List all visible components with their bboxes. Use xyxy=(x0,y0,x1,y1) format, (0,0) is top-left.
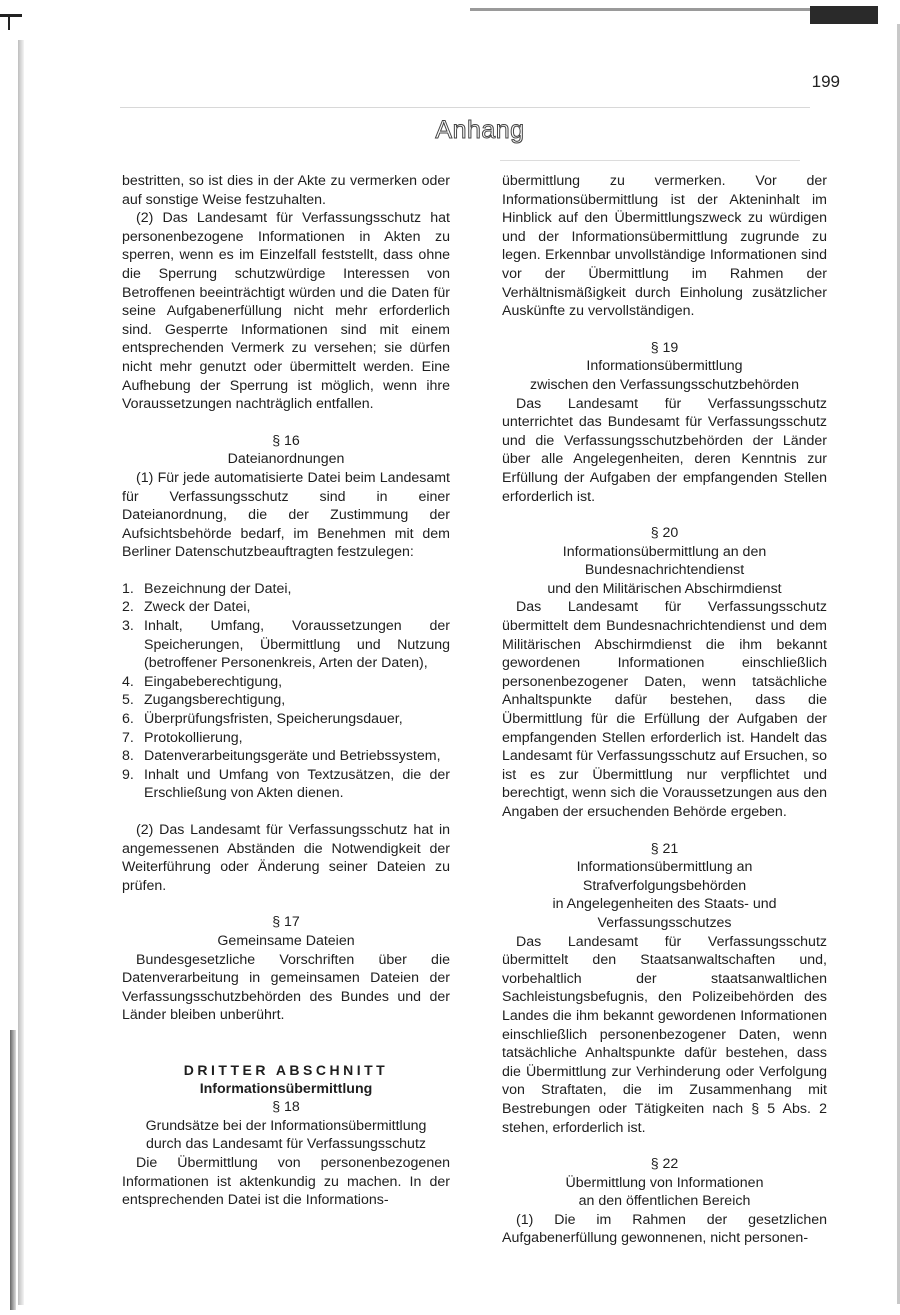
list-item xyxy=(122,766,450,803)
section-title: und den Militärischen Abschirmdienst xyxy=(547,580,782,597)
section-number: § 22 xyxy=(650,1156,679,1173)
list-item xyxy=(122,691,450,710)
section-title: Informationsübermittlung xyxy=(586,358,743,375)
section-title: in Angelegenheiten des Staats- und xyxy=(552,896,777,913)
paragraph: Die Übermittlung von personenbezogenen Informationen ist aktenkundig zu machen. In der entsprechenden Datei ist die Informations- xyxy=(122,1154,450,1209)
list-item-number: 3. xyxy=(122,618,134,635)
section-title: Strafverfolgungsbehörden xyxy=(582,877,747,894)
paragraph: Das Landesamt für Verfassungsschutz unterrichtet das Bundesamt für Verfassungsschutz und die Verfassungsschutzbehörden der Länder über alle Angelegenheiten, deren Kenntnis zur Erfüllung der Aufgaben der empfangenden Stellen erforderlich ist. xyxy=(502,395,827,505)
scan-corner-mark-vertical xyxy=(8,14,10,30)
list-item-number: 8. xyxy=(122,748,134,765)
section-number: § 18 xyxy=(272,1099,300,1116)
paragraph: Das Landesamt für Verfassungsschutz übermittelt den Staatsanwaltschaften und, vorbehaltlich der staatsanwaltlichen Sachleistungsbefugnis, den Polizeibehörden des Landes die ihm bekannt gewordenen Informationen einschließlich personenbezogener Daten, wenn tatsächliche Anhaltspunkte dafür bestehen, dass die Übermittlung zur Verhinderung oder Verfolgung von Straftaten, die im Zusammenhang mit Bestrebungen oder Tätigkeiten nach § 5 Abs. 2 stehen, erforderlich ist. xyxy=(502,933,827,1136)
section-number: § 16 xyxy=(272,432,300,449)
list-item xyxy=(122,710,450,729)
list-item xyxy=(122,673,450,692)
section-title: Gemeinsame Dateien xyxy=(217,932,355,949)
part-title: Informationsübermittlung xyxy=(199,1080,373,1097)
list-item xyxy=(122,729,450,748)
section-title: Informationsübermittlung an xyxy=(576,859,753,876)
section-title: Verfassungsschutzes xyxy=(597,914,732,931)
list-item-text: Datenverarbeitungsgeräte und Betriebssystem, xyxy=(144,748,441,765)
list-item-number: 9. xyxy=(122,766,134,783)
list-item xyxy=(122,747,450,766)
list-item-number: 2. xyxy=(122,599,134,616)
section-title: Informationsübermittlung an den xyxy=(562,543,767,560)
scan-binding-edge xyxy=(18,40,24,1305)
list-item-number: 1. xyxy=(122,580,134,597)
list-item-number: 6. xyxy=(122,711,134,728)
section-title: zwischen den Verfassungsschutzbehörden xyxy=(530,376,799,393)
section-number: § 19 xyxy=(650,339,679,356)
paragraph: (2) Das Landesamt für Verfassungsschutz hat in angemessenen Abständen die Notwendigkeit der Weiterführung oder Änderung seiner Dateien zu prüfen. xyxy=(122,822,450,894)
part-heading: DRITTER ABSCHNITT xyxy=(183,1061,389,1078)
left-column xyxy=(122,172,450,1210)
enumerated-list xyxy=(122,580,450,803)
list-item-number: 5. xyxy=(122,692,134,709)
list-item-text: Zugangsberechtigung, xyxy=(144,692,286,709)
section-number: § 21 xyxy=(650,840,679,857)
paragraph: (2) Das Landesamt für Verfassungsschutz hat personenbezogene Informationen in Akten zu sperren, wenn es im Einzelfall feststellt, dass ohne die Sperrung schutzwürdige Interessen von Betroffenen beeinträchtigt würden und die Daten für seine Aufgabenerfüllung nicht mehr erforderlich sind. Gesperrte Informationen sind mit einem entsprechenden Vermerk zu versehen; sie dürfen nicht mehr genutzt oder übermittelt werden. Eine Aufhebung der Sperrung ist möglich, wenn ihre Voraussetzungen nachträglich entfallen. xyxy=(122,210,450,413)
list-item-text: Protokollierung, xyxy=(144,729,243,746)
section-title: Bundesnachrichtendienst xyxy=(584,562,745,579)
list-item xyxy=(122,598,450,617)
list-item-number: 7. xyxy=(122,729,134,746)
scan-corner-mark xyxy=(0,14,22,17)
list-item-text: Inhalt und Umfang von Textzusätzen, die der Erschließung von Akten dienen. xyxy=(144,766,450,802)
scan-binding-shadow xyxy=(10,1030,16,1310)
list-item-text: Zweck der Datei, xyxy=(144,599,251,616)
paragraph: (1) Die im Rahmen der gesetzlichen Aufgabenerfüllung gewonnenen, nicht personen- xyxy=(502,1211,827,1247)
running-head: Anhang xyxy=(435,116,525,144)
list-item-text: Bezeichnung der Datei, xyxy=(144,580,292,597)
list-item-number: 4. xyxy=(122,673,134,690)
list-item-text: Eingabeberechtigung, xyxy=(144,673,283,690)
section-title: Dateianordnungen xyxy=(227,451,345,468)
section-title: an den öffentlichen Bereich xyxy=(578,1193,751,1210)
list-item-text: Inhalt, Umfang, Voraussetzungen der Speicherungen, Übermittlung und Nutzung (betroffener Personenkreis, Arten der Daten), xyxy=(144,618,450,672)
section-number: § 17 xyxy=(272,914,300,931)
list-item-text: Überprüfungsfristen, Speicherungsdauer, xyxy=(144,711,403,728)
page-number: 199 xyxy=(811,72,840,91)
paragraph: Das Landesamt für Verfassungsschutz übermittelt dem Bundesnachrichtendienst und dem Militärischen Abschirmdienst die ihm bekannt gewordenen Informationen einschließlich personenbezogener Daten, wenn tatsächliche Anhaltspunkte dafür bestehen, dass die Übermittlung für die Erfüllung der Aufgaben der empfangenden Stellen erforderlich ist. Handelt das Landesamt für Verfassungsschutz auf Ersuchen, so ist es zur Übermittlung nur verpflichtet und berechtigt, wenn sich die Voraussetzungen aus den Angaben der ersuchenden Behörde ergeben. xyxy=(502,599,827,820)
section-title: Grundsätze bei der Informationsübermittlung xyxy=(145,1117,427,1134)
paragraph: übermittlung zu vermerken. Vor der Informationsübermittlung ist der Akteninhalt im Hinblick auf den Übermittlungszweck zu würdigen und der Informationsübermittlung zugrunde zu legen. Erkennbar unvollständige Informationen sind vor der Übermittlung im Rahmen der Verhältnismäßigkeit durch Einholung zusätzlicher Auskünfte zu vervollständigen. xyxy=(502,173,827,320)
paragraph: bestritten, so ist dies in der Akte zu vermerken oder auf sonstige Weise festzuhalten. xyxy=(122,173,450,208)
section-number: § 20 xyxy=(650,525,679,542)
list-item xyxy=(122,617,450,673)
paragraph: (1) Für jede automatisierte Datei beim Landesamt für Verfassungsschutz sind in einer Dateianordnung, die der Zustimmung der Aufsichtsbehörde bedarf, im Benehmen mit dem Berliner Datenschutzbeauftragten festzulegen: xyxy=(122,469,450,561)
list-item xyxy=(122,580,450,599)
scan-top-shadow xyxy=(810,6,878,24)
running-head-rule xyxy=(500,160,800,161)
header-rule xyxy=(120,107,810,108)
paragraph: Bundesgesetzliche Vorschriften über die Datenverarbeitung in gemeinsamen Dateien der Verfassungsschutzbehörden des Bundes und der Länder bleiben unberührt. xyxy=(122,951,450,1024)
section-title: durch das Landesamt für Verfassungsschutz xyxy=(146,1136,426,1153)
right-column xyxy=(502,172,827,1248)
section-title: Übermittlung von Informationen xyxy=(565,1174,764,1191)
